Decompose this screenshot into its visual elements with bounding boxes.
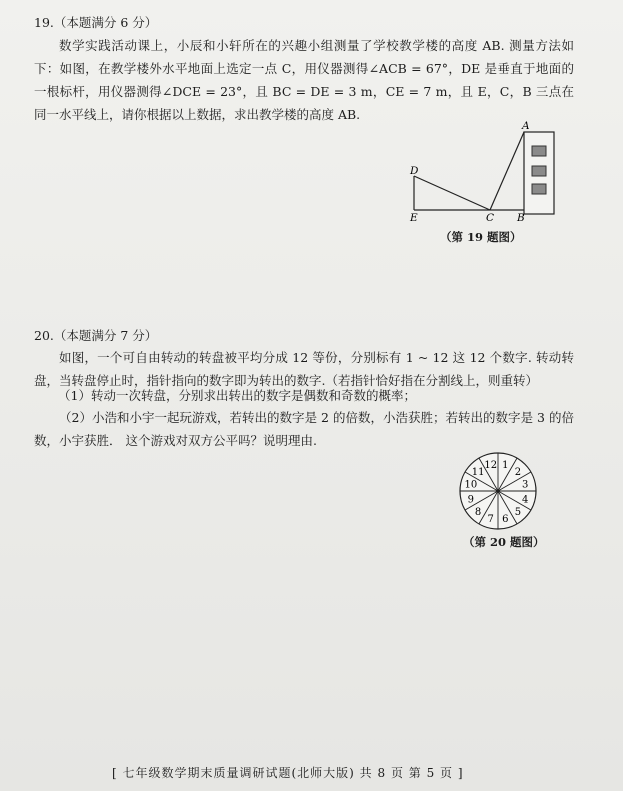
spinner-number: 4	[521, 494, 529, 506]
spinner-number: 9	[467, 494, 475, 506]
segment-DC	[414, 176, 490, 210]
q20-caption: （第 20 题图）	[463, 535, 545, 549]
q20-intro: 如图，一个可自由转动的转盘被平均分成 12 等份，分别标有 1 ~ 12 这 12 个数字. 转动转盘，当转盘停止时，指针指向的数字即为转出的数字.（若指针恰好指在分割线上，则重转）	[34, 350, 574, 388]
label-D: D	[410, 165, 419, 177]
label-B: B	[517, 212, 525, 224]
window-3	[532, 184, 546, 194]
q20-spinner-figure	[452, 447, 548, 537]
spinner-number: 5	[514, 506, 522, 518]
spinner-number: 10	[464, 479, 478, 491]
q19-heading: 19.（本题满分 6 分）	[34, 15, 158, 30]
q19-figure	[400, 118, 570, 228]
label-C: C	[486, 212, 495, 224]
spinner-number: 2	[514, 467, 522, 479]
spinner-number: 12	[484, 459, 498, 471]
q20-part2: （2）小浩和小宇一起玩游戏，若转出的数字是 2 的倍数，小浩获胜；若转出的数字是 3 的倍数，小宇获胜． 这个游戏对双方公平吗？说明理由.	[34, 410, 574, 448]
window-2	[532, 166, 546, 176]
q20-heading: 20.（本题满分 7 分）	[34, 328, 158, 343]
spinner-number: 3	[521, 479, 529, 491]
label-A: A	[522, 120, 530, 132]
window-1	[532, 146, 546, 156]
spinner-number: 1	[502, 459, 509, 471]
spinner-number: 8	[474, 506, 482, 518]
spinner-number: 6	[502, 514, 509, 526]
q20-part1: （1）转动一次转盘，分别求出转出的数字是偶数和奇数的概率；	[58, 388, 416, 403]
q19-body: 数学实践活动课上，小辰和小轩所在的兴趣小组测量了学校教学楼的高度 AB. 测量方法如下：如图，在教学楼外水平地面上选定一点 C，用仪器测得∠ACB = 67°，DE 是垂直于地面的一根标杆，用仪器测得∠DCE = 23°，且 BC = DE = 3 m，CE = 7 m，且 E，C，B 三点在同一水平线上，请你根据以上数据，求出教学楼的高度 AB.	[34, 38, 574, 122]
spinner-number: 11	[471, 467, 485, 479]
page-footer: [ 七年级数学期末质量调研试题(北师大版) 共 8 页 第 5 页 ]	[112, 766, 464, 780]
label-E: E	[410, 212, 418, 224]
spinner-number: 7	[487, 514, 494, 526]
segment-CA	[490, 132, 524, 210]
q19-caption: （第 19 题图）	[440, 230, 522, 244]
